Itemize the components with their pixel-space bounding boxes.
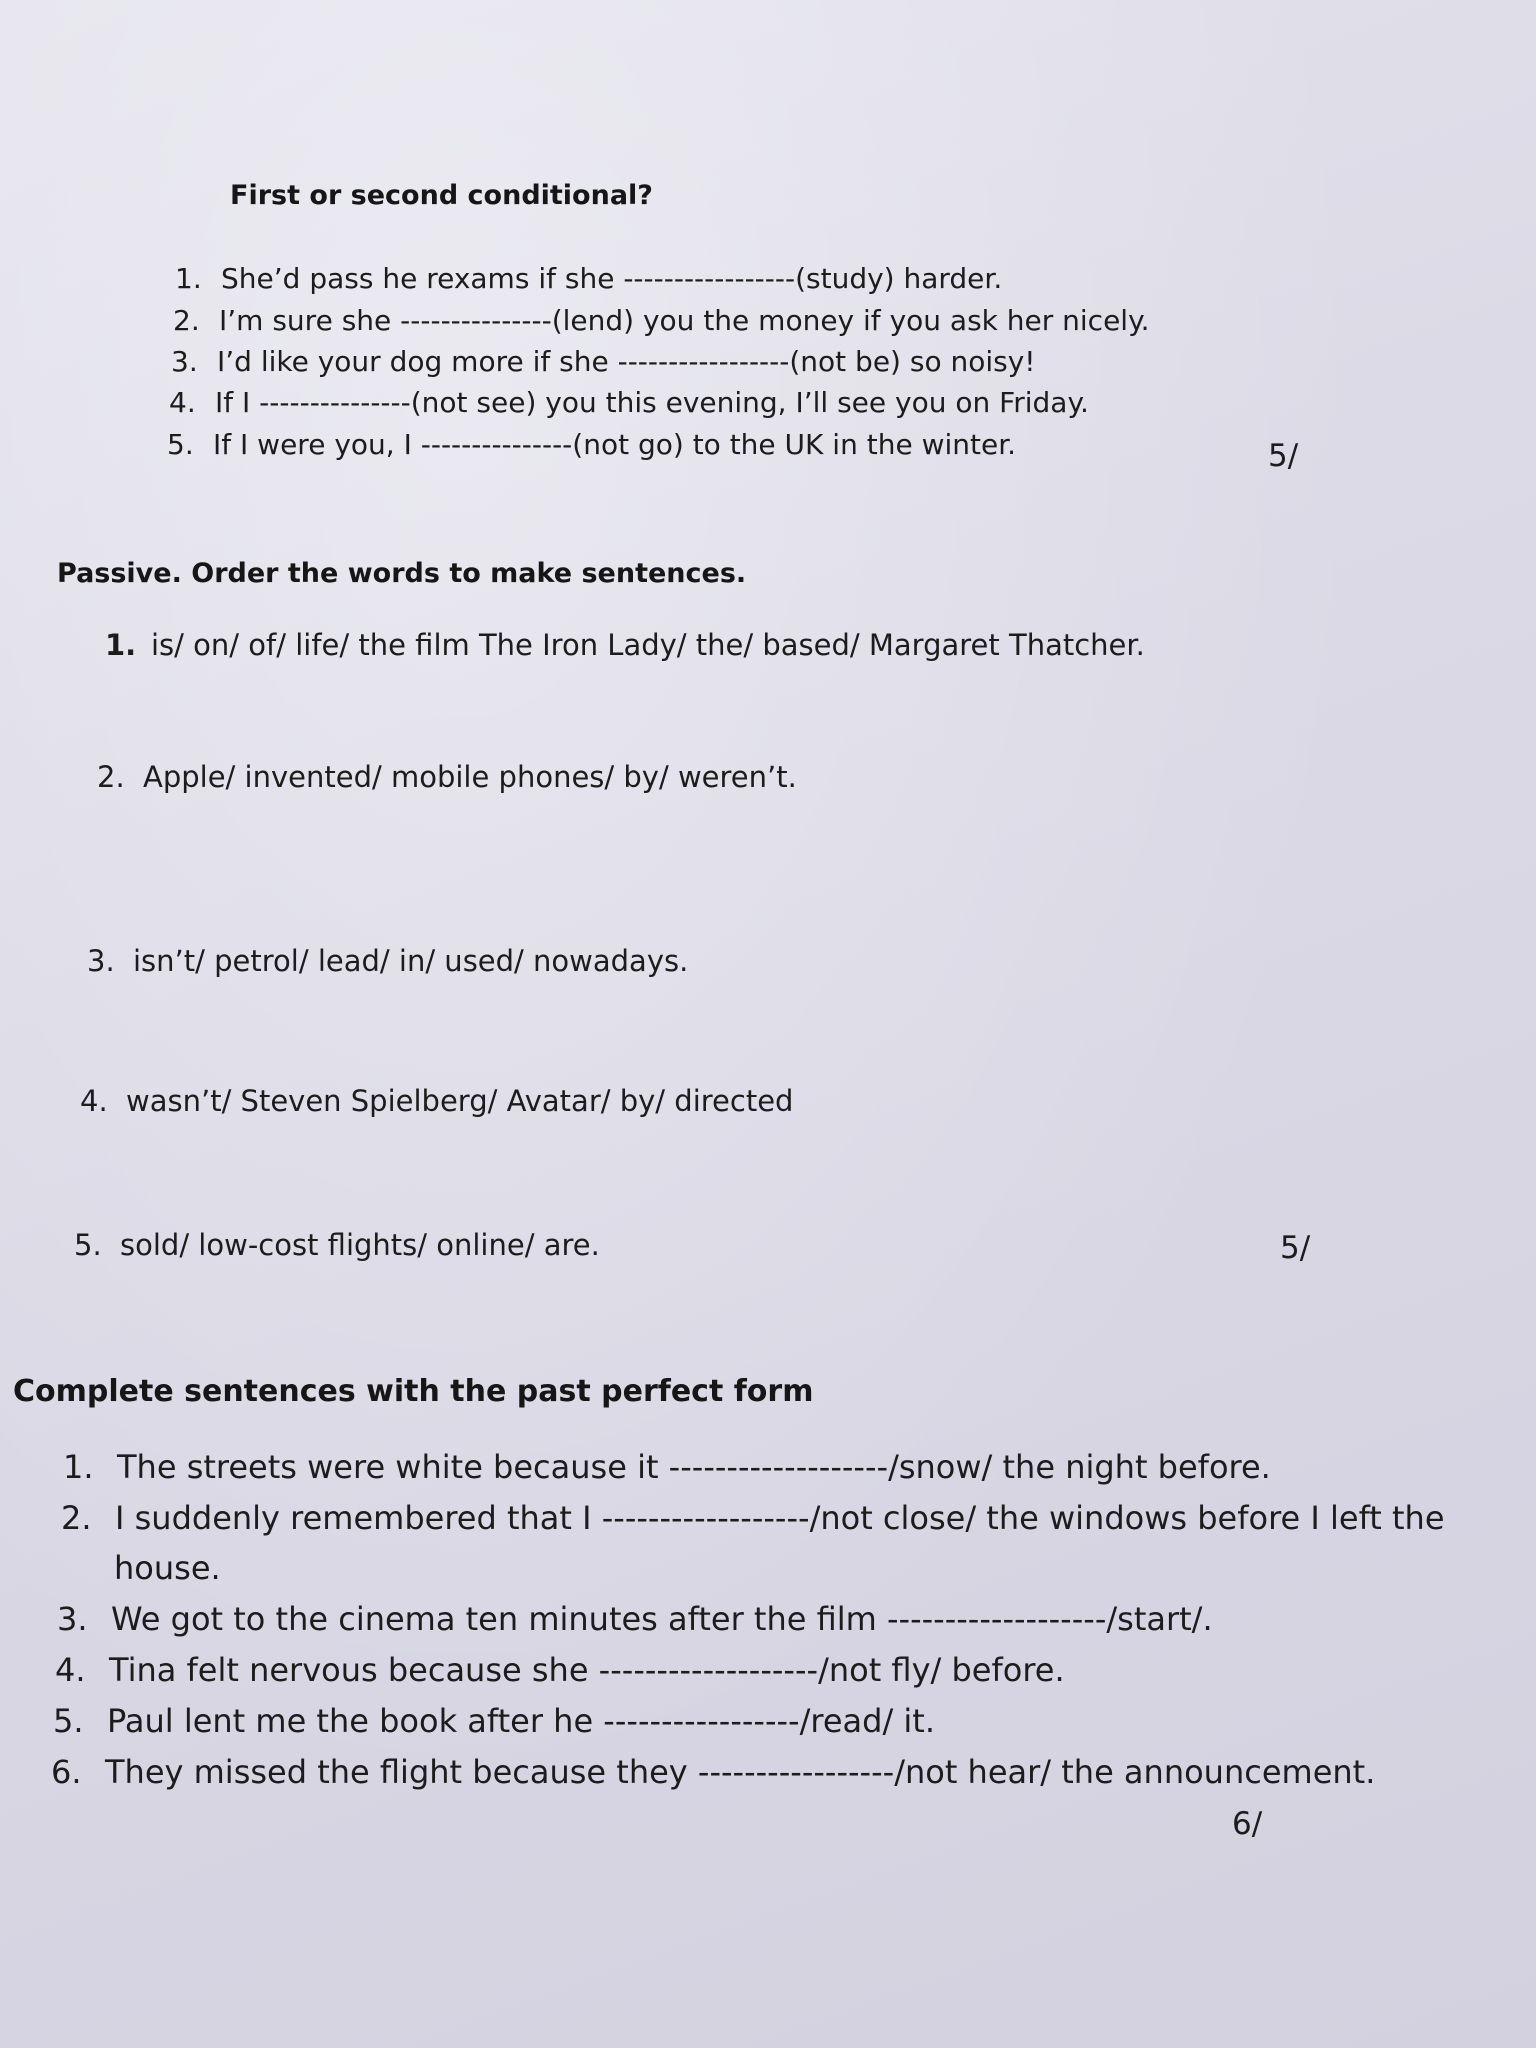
item-text: Paul lent me the book after he -----------------/read/ it. (107, 1702, 935, 1740)
section-heading: Passive. Order the words to make sentences. (57, 558, 747, 589)
item-text: wasn’t/ Steven Spielberg/ Avatar/ by/ directed (126, 1084, 794, 1118)
item-text: If I were you, I ---------------(not go) to the UK in the winter. (213, 428, 1017, 461)
item-number: 4. (55, 1651, 86, 1689)
item-text: I suddenly remembered that I ------------------/not close/ the windows before I left the (115, 1499, 1445, 1537)
item-text: I’d like your dog more if she -----------------(not be) so noisy! (217, 345, 1036, 378)
section-heading: First or second conditional? (230, 180, 653, 211)
item-number: 5. (167, 428, 194, 461)
item-number: 4. (169, 386, 196, 419)
item-text: Apple/ invented/ mobile phones/ by/ weren’t. (143, 760, 797, 794)
item-number: 5. (74, 1228, 102, 1262)
item-text: Tina felt nervous because she -------------------/not fly/ before. (109, 1651, 1065, 1689)
score-mark: 5/ (1268, 438, 1299, 474)
list-item (175, 262, 1002, 295)
item-text: sold/ low-cost flights/ online/ are. (120, 1228, 600, 1262)
item-text: She’d pass he rexams if she -----------------(study) harder. (221, 262, 1003, 295)
item-text: isn’t/ petrol/ lead/ in/ used/ nowadays. (133, 944, 689, 978)
item-text: We got to the cinema ten minutes after the film -------------------/start/. (111, 1600, 1213, 1638)
item-number: 1. (175, 262, 202, 295)
list-item (80, 1084, 793, 1118)
item-number: 3. (171, 345, 198, 378)
list-item (167, 428, 1016, 461)
score-mark: 6/ (1232, 1806, 1263, 1842)
list-item (57, 1600, 1213, 1638)
item-number: 5. (53, 1702, 84, 1740)
list-item (97, 760, 797, 794)
list-item (61, 1499, 1445, 1537)
item-continuation: house. (114, 1549, 221, 1587)
item-number: 4. (80, 1084, 108, 1118)
item-text: They missed the flight because they -----------------/not hear/ the announcement. (105, 1753, 1376, 1791)
item-text: I’m sure she ---------------(lend) you the money if you ask her nicely. (219, 304, 1150, 337)
item-number: 3. (57, 1600, 88, 1638)
list-item (105, 628, 1145, 662)
list-item (87, 944, 688, 978)
item-number: 2. (97, 760, 125, 794)
item-number: 6. (51, 1753, 82, 1791)
list-item (173, 304, 1150, 337)
list-item (169, 386, 1089, 419)
item-text: If I ---------------(not see) you this evening, I’ll see you on Friday. (215, 386, 1089, 419)
list-item (55, 1651, 1065, 1689)
list-item (74, 1228, 600, 1262)
item-text: The streets were white because it -------------------/snow/ the night before. (117, 1448, 1271, 1486)
item-number: 1. (63, 1448, 94, 1486)
section-heading: Complete sentences with the past perfect form (13, 1374, 814, 1409)
score-mark: 5/ (1280, 1230, 1311, 1266)
list-item (171, 345, 1036, 378)
item-text: is/ on/ of/ life/ the film The Iron Lady/ the/ based/ Margaret Thatcher. (151, 628, 1145, 662)
list-item (63, 1448, 1271, 1486)
item-number: 2. (61, 1499, 92, 1537)
list-item (51, 1753, 1375, 1791)
item-number: 2. (173, 304, 200, 337)
item-number: 3. (87, 944, 115, 978)
item-number: 1. (105, 628, 137, 662)
list-item (53, 1702, 935, 1740)
